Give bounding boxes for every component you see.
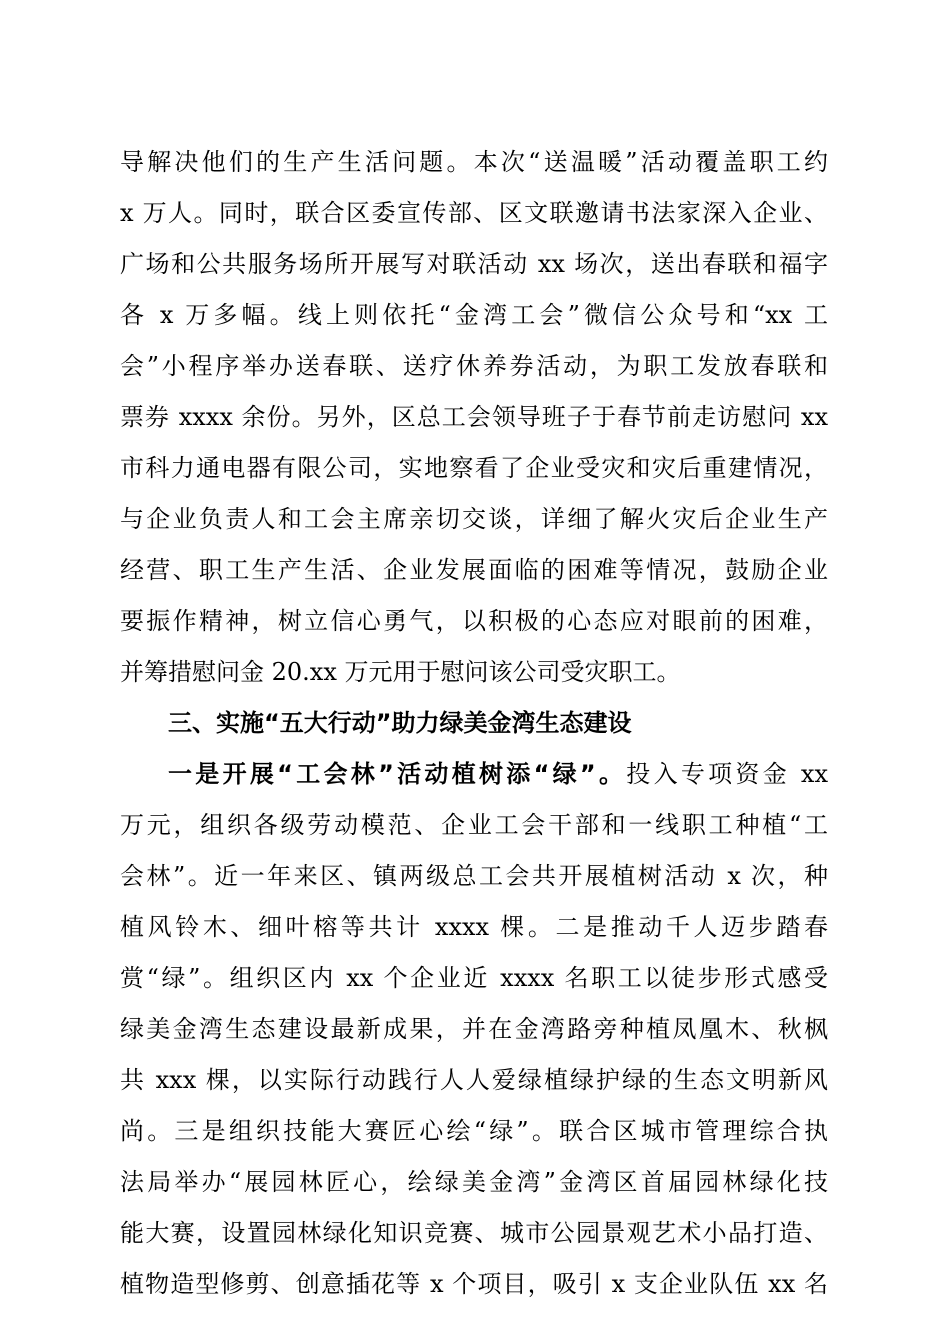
- paragraph-2-line-4: 植风铃木、细叶榕等共计 xxxx 棵。二是推动千人迈步踏春: [120, 913, 828, 941]
- paragraph-1-line-5: 会”小程序举办送春联、送疗休养券活动，为职工发放春联和: [120, 352, 828, 380]
- paragraph-1-line-10: 要振作精神，树立信心勇气，以积极的心态应对眼前的困难，: [120, 607, 828, 635]
- paragraph-1-line-1: 导解决他们的生产生活问题。本次“送温暖”活动覆盖职工约: [120, 148, 828, 176]
- paragraph-2-line-8: 尚。三是组织技能大赛匠心绘“绿”。联合区城市管理综合执: [120, 1117, 828, 1145]
- paragraph-1-line-4: 各 x 万多幅。线上则依托“金湾工会”微信公众号和“xx 工: [120, 301, 828, 329]
- paragraph-2-line-7: 共 xxx 棵，以实际行动践行人人爱绿植绿护绿的生态文明新风: [120, 1066, 828, 1094]
- paragraph-1-line-9: 经营、职工生产生活、企业发展面临的困难等情况，鼓励企业: [120, 556, 828, 584]
- paragraph-2-line-10: 能大赛，设置园林绿化知识竞赛、城市公园景观艺术小品打造、: [120, 1219, 828, 1247]
- paragraph-1-line-11: 并筹措慰问金 20.xx 万元用于慰问该公司受灾职工。: [120, 658, 681, 686]
- paragraph-2-line-9: 法局举办“展园林匠心，绘绿美金湾”金湾区首届园林绿化技: [120, 1168, 828, 1196]
- paragraph-2-lead-bold: 一是开展“工会林”活动植树添“绿”。: [168, 760, 627, 788]
- paragraph-2-line-3: 会林”。近一年来区、镇两级总工会共开展植树活动 x 次，种: [120, 862, 828, 890]
- paragraph-2-line-6: 绿美金湾生态建设最新成果，并在金湾路旁种植凤凰木、秋枫: [120, 1015, 828, 1043]
- paragraph-1-line-3: 广场和公共服务场所开展写对联活动 xx 场次，送出春联和福字: [120, 250, 828, 278]
- paragraph-2-line-11: 植物造型修剪、创意插花等 x 个项目，吸引 x 支企业队伍 xx 名: [120, 1270, 828, 1298]
- section-heading: 三、实施“五大行动”助力绿美金湾生态建设: [168, 709, 632, 737]
- paragraph-1-line-8: 与企业负责人和工会主席亲切交谈，详细了解火灾后企业生产: [120, 505, 828, 533]
- paragraph-2-lead-rest: 投入专项资金 xx: [626, 760, 828, 788]
- paragraph-2-line-5: 赏“绿”。组织区内 xx 个企业近 xxxx 名职工以徒步形式感受: [120, 964, 828, 992]
- paragraph-1-line-2: x 万人。同时，联合区委宣传部、区文联邀请书法家深入企业、: [120, 199, 828, 227]
- paragraph-2-line-1: [168, 752, 828, 796]
- paragraph-1-line-6: 票券 xxxx 余份。另外，区总工会领导班子于春节前走访慰问 xx: [120, 403, 828, 431]
- paragraph-1-line-7: 市科力通电器有限公司，实地察看了企业受灾和灾后重建情况，: [120, 454, 828, 482]
- paragraph-2-line-2: 万元，组织各级劳动模范、企业工会干部和一线职工种植“工: [120, 811, 828, 839]
